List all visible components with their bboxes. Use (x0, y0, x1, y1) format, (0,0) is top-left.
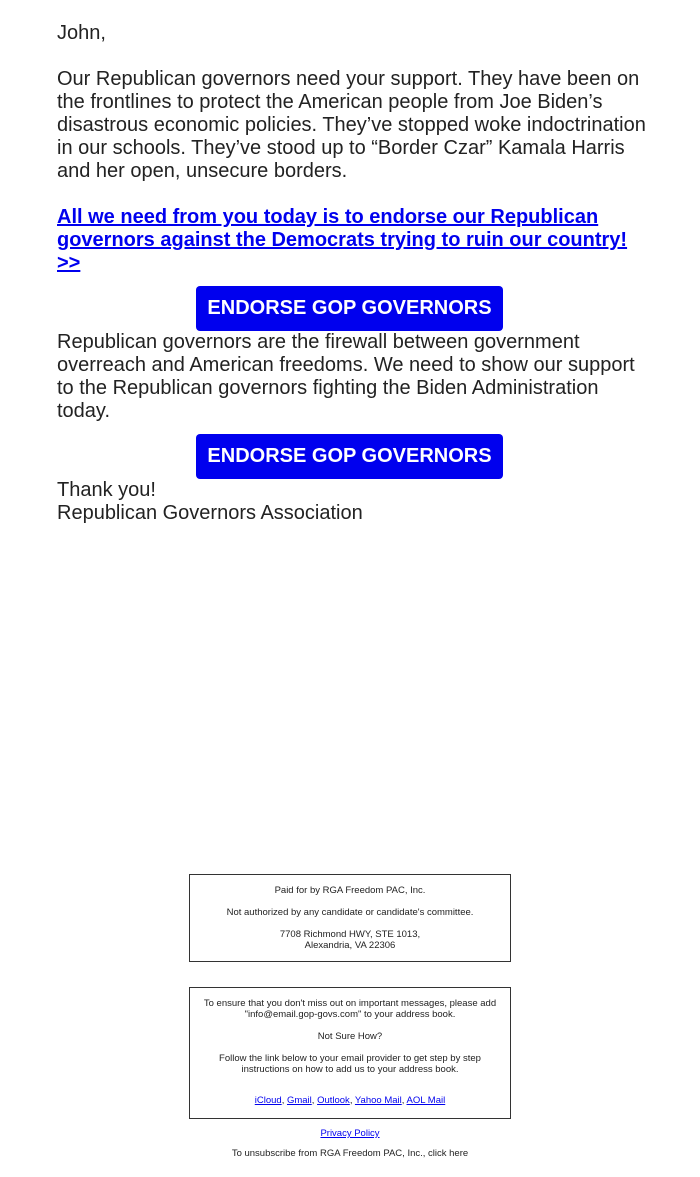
privacy-row (0, 1128, 700, 1139)
gmail-link[interactable]: Gmail (286, 1095, 312, 1106)
not-sure-text: Not Sure How? (317, 1031, 383, 1042)
address-line-1: 7708 Richmond HWY, STE 1013, (279, 929, 421, 940)
privacy-policy-link[interactable]: Privacy Policy (320, 1128, 380, 1139)
greeting: John, (57, 22, 106, 44)
address-line-2: Alexandria, VA 22306 (304, 940, 396, 951)
yahoo-mail-link[interactable]: Yahoo Mail (354, 1095, 402, 1106)
firewall-paragraph: Republican governors are the firewall between government overreach and American freedoms. We need to show our support to the Republican governors fighting the Biden Administration today. (57, 331, 635, 422)
paid-for-text: Paid for by RGA Freedom PAC, Inc. (274, 885, 426, 896)
icloud-link[interactable]: iCloud (254, 1095, 282, 1106)
instructions-text: Follow the link below to your email provider to get step by step instructions on how to add us to your address book. (219, 1053, 481, 1075)
address-book-box (189, 987, 511, 1119)
endorse-cta-link[interactable]: All we need from you today is to endorse our Republican governors against the Democrats trying to ruin our country! >> (57, 206, 628, 274)
disclaimer-box (189, 874, 511, 962)
button-row-2 (57, 434, 642, 479)
email-body (57, 22, 647, 525)
provider-links: iCloud, Gmail, Outlook, Yahoo Mail, AOL Mail (254, 1095, 446, 1106)
endorse-button-1[interactable]: ENDORSE GOP GOVERNORS (196, 286, 502, 331)
not-authorized-text: Not authorized by any candidate or candidate's committee. (226, 907, 474, 918)
outlook-link[interactable]: Outlook (317, 1095, 350, 1106)
signature: Republican Governors Association (57, 502, 363, 524)
unsubscribe-text[interactable]: To unsubscribe from RGA Freedom PAC, Inc., click here (231, 1148, 469, 1159)
intro-paragraph: Our Republican governors need your support. They have been on the frontlines to protect the American people from Joe Biden’s disastrous economic policies. They’ve stopped woke indoctrination in our schools. They’ve stood up to “Border Czar” Kamala Harris and her open, unsecure borders. (57, 68, 646, 182)
endorse-button-2[interactable]: ENDORSE GOP GOVERNORS (196, 434, 502, 479)
aol-mail-link[interactable]: AOL Mail (406, 1095, 446, 1106)
thanks-line: Thank you! (57, 479, 156, 501)
address-book-intro: To ensure that you don't miss out on important messages, please add "info@email.gop-govs.com" to your address book. (203, 998, 497, 1020)
button-row-1 (57, 286, 642, 331)
